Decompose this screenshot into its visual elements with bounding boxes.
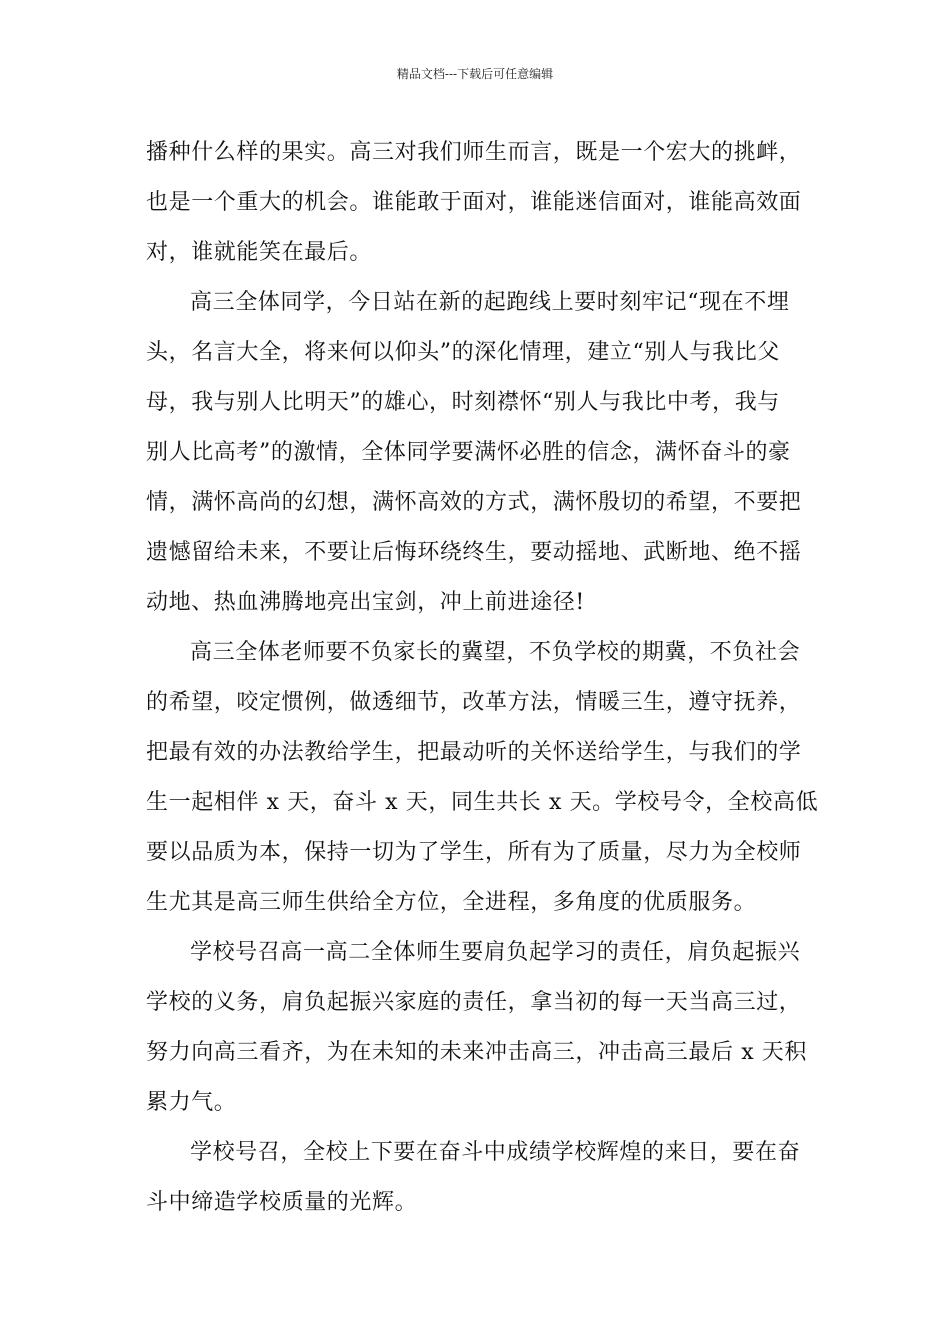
paragraph-first-line: 高三全体同学，今日站在新的起跑线上要时刻牢记“现在不埋 xyxy=(190,290,790,315)
paragraph-first-line: 学校号召，全校上下要在奋斗中成绩学校辉煌的来日，要在奋 xyxy=(190,1140,801,1165)
text-line: 斗中缔造学校质量的光辉。 xyxy=(146,1190,418,1215)
text-line: 遗憾留给未来，不要让后悔环绕终生，要动摇地、武断地、绝不摇 xyxy=(146,540,802,565)
text-line: 也是一个重大的机会。谁能敢于面对，谁能迷信面对，谁能高效面 xyxy=(146,190,802,215)
text-line: 努力向高三看齐，为在未知的未来冲击高三，冲击高三最后 x 天积 xyxy=(146,1040,807,1065)
text-line: 生一起相伴 x 天，奋斗 x 天，同生共长 x 天。学校号令，全校高低 xyxy=(146,790,819,815)
text-line: 的希望，咬定惯例，做透细节，改革方法，情暖三生，遵守抚养， xyxy=(146,690,802,715)
text-line: 把最有效的办法教给学生，把最动听的关怀送给学生，与我们的学 xyxy=(146,740,802,765)
text-line: 播种什么样的果实。高三对我们师生而言，既是一个宏大的挑衅， xyxy=(146,140,802,165)
text-line: 学校的义务，肩负起振兴家庭的责任，拿当初的每一天当高三过， xyxy=(146,990,802,1015)
text-line: 对，谁就能笑在最后。 xyxy=(146,240,373,265)
text-line: 头，名言大全，将来何以仰头”的深化情理，建立“别人与我比父 xyxy=(146,340,780,365)
text-line: 要以品质为本，保持一切为了学生，所有为了质量，尽力为全校师 xyxy=(146,840,802,865)
text-line: 别人比高考”的激情，全体同学要满怀必胜的信念，满怀奋斗的豪 xyxy=(146,440,791,465)
text-line: 动地、热血沸腾地亮出宝剑，冲上前进途径! xyxy=(146,590,585,615)
text-line: 母，我与别人比明天”的雄心，时刻襟怀“别人与我比中考，我与 xyxy=(146,390,780,415)
text-line: 累力气。 xyxy=(146,1090,237,1115)
paragraph-first-line: 学校号召高一高二全体师生要肩负起学习的责任，肩负起振兴 xyxy=(190,940,801,965)
document-body xyxy=(146,128,819,1228)
text-line: 生尤其是高三师生供给全方位，全进程，多角度的优质服务。 xyxy=(146,890,757,915)
page-header: 精品文档---下载后可任意编辑 xyxy=(396,67,554,81)
text-line: 情，满怀高尚的幻想，满怀高效的方式，满怀殷切的希望，不要把 xyxy=(146,490,802,515)
paragraph-first-line: 高三全体老师要不负家长的冀望，不负学校的期冀，不负社会 xyxy=(190,640,801,665)
